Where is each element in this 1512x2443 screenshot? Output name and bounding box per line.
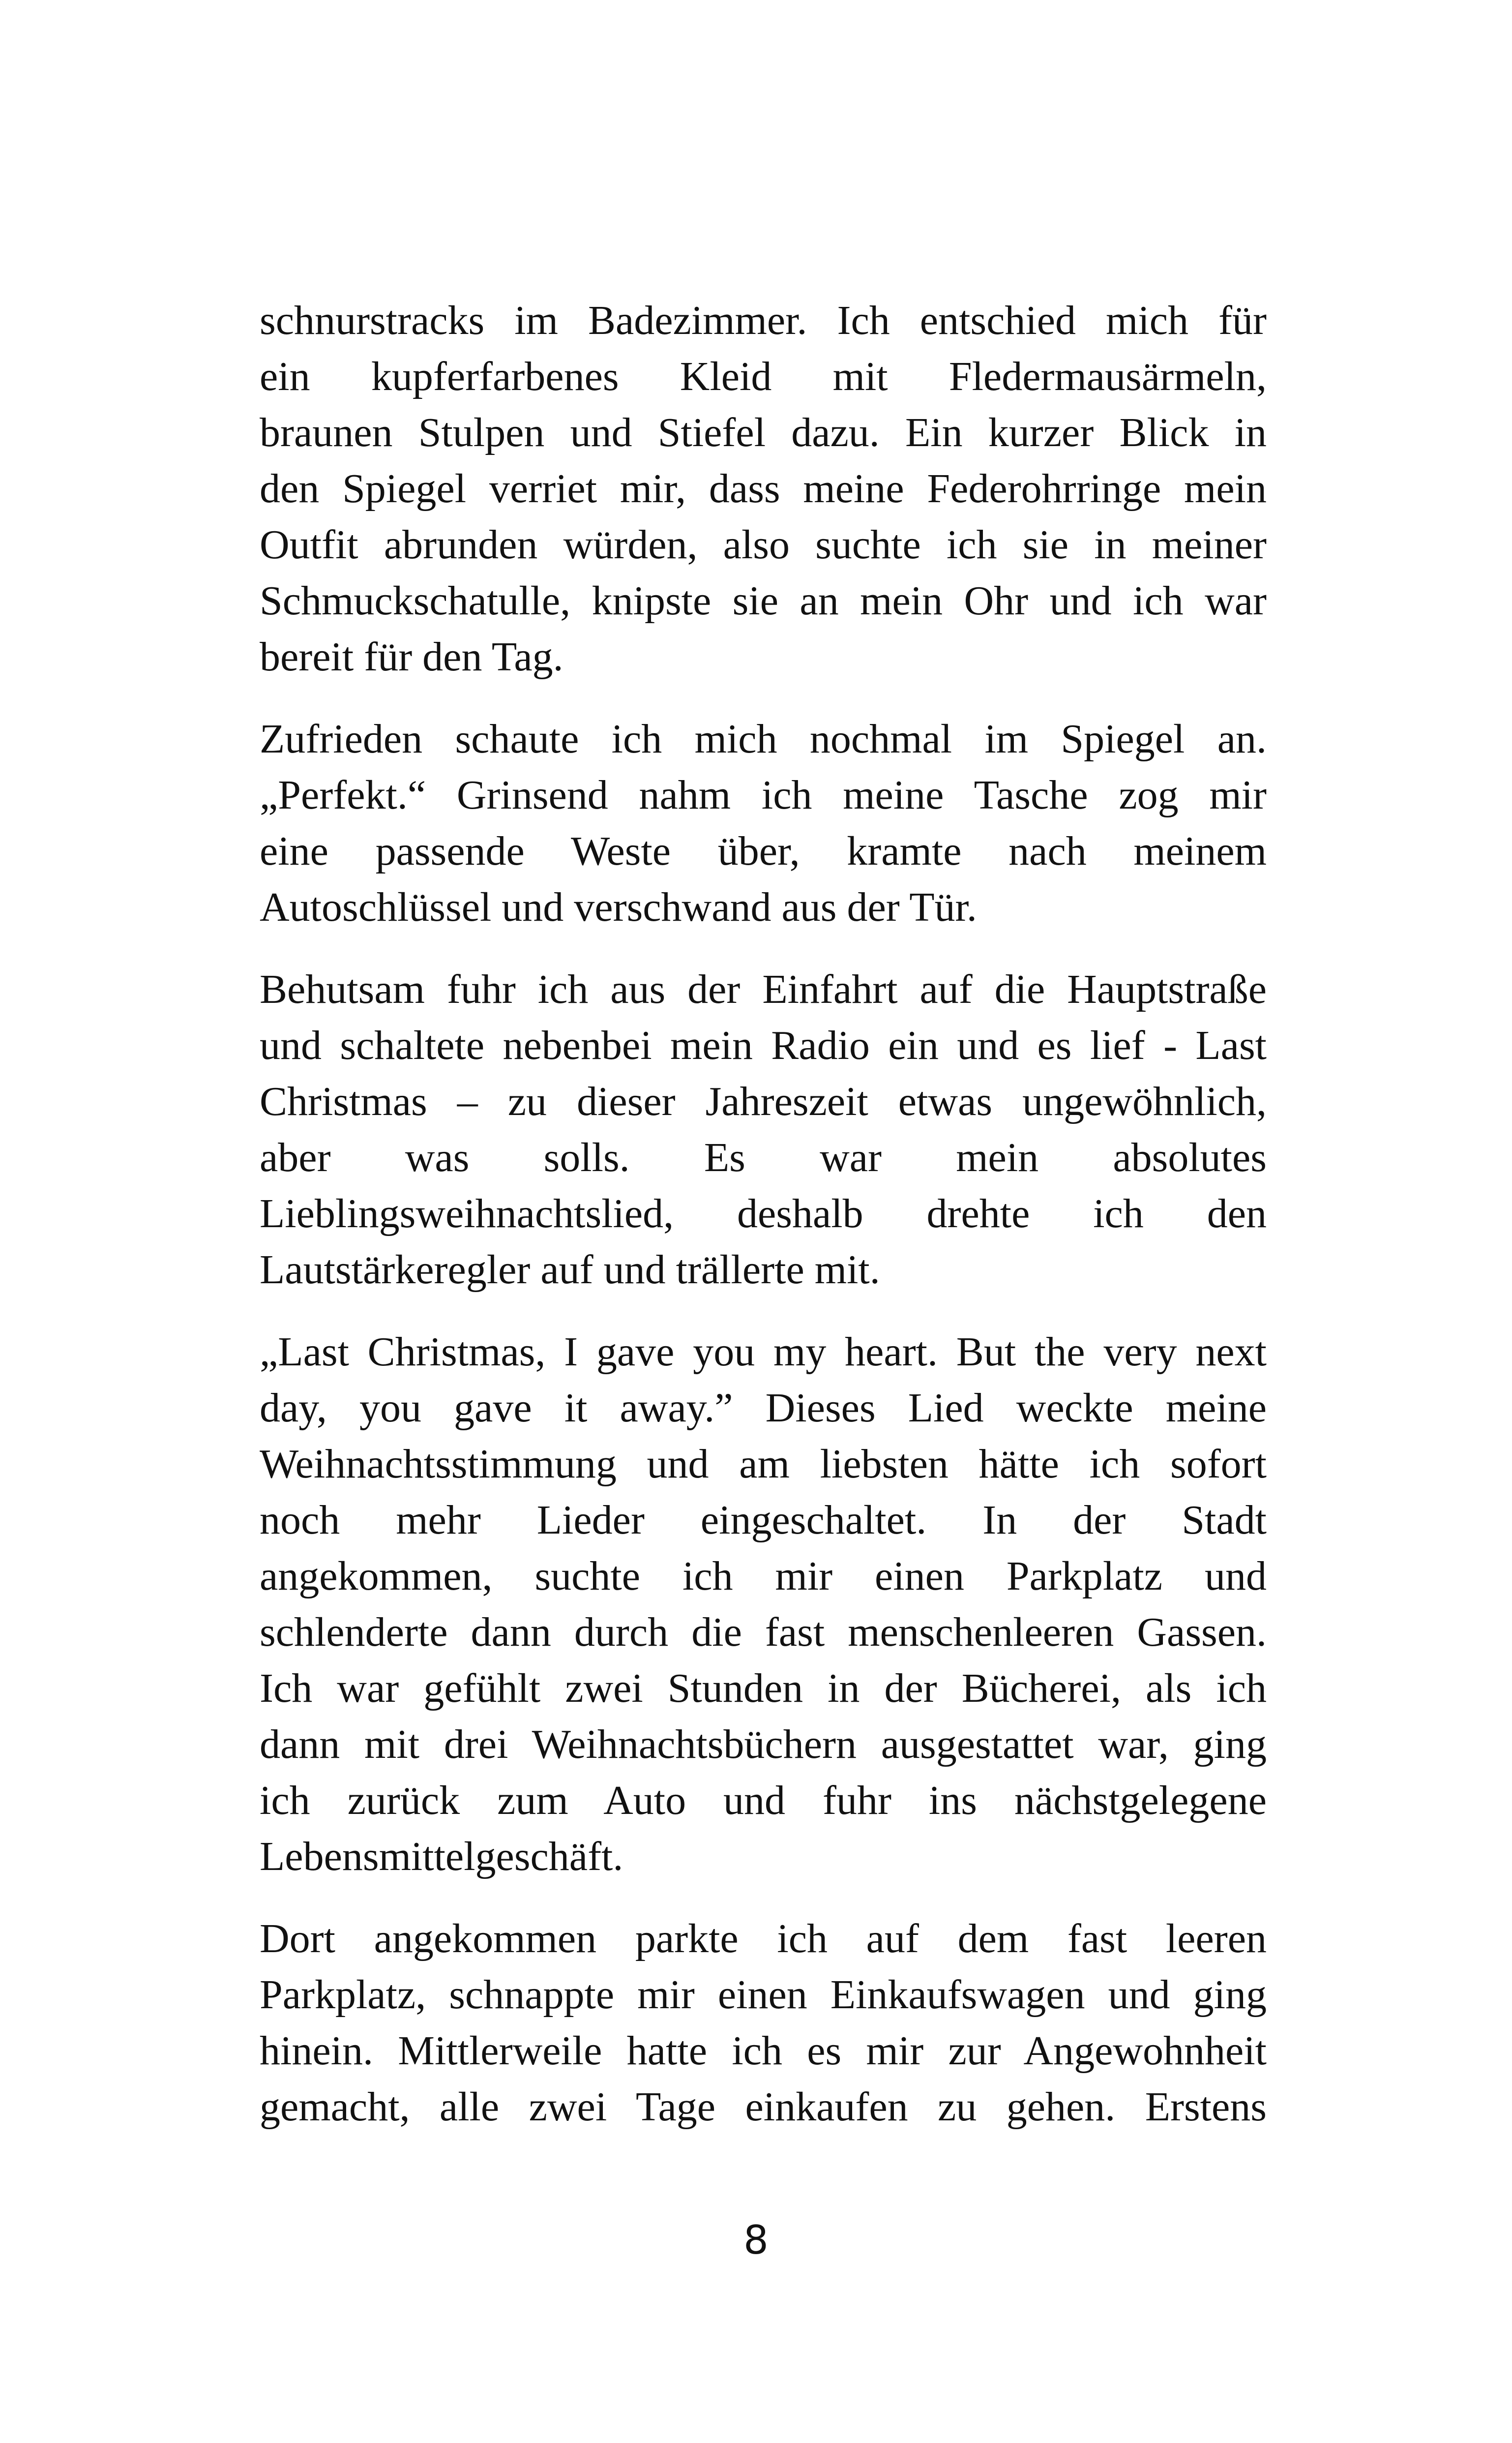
text-line: aber was solls. Es war mein absolutes bbox=[260, 1135, 1267, 1180]
text-line: schnurstracks im Badezimmer. Ich entschied mich für bbox=[260, 298, 1267, 343]
text-line: den Spiegel verriet mir, dass meine Federohrringe mein bbox=[260, 466, 1267, 512]
text-line: Lieblingsweihnachtslied, deshalb drehte ich den bbox=[260, 1191, 1267, 1237]
text-line: „Last Christmas, I gave you my heart. But the very next bbox=[260, 1329, 1267, 1375]
text-line: Christmas – zu dieser Jahreszeit etwas ungewöhnlich, bbox=[260, 1079, 1267, 1124]
text-line: noch mehr Lieder eingeschaltet. In der Stadt bbox=[260, 1497, 1267, 1543]
text-line: Outfit abrunden würden, also suchte ich sie in meiner bbox=[260, 522, 1267, 568]
text-line: Schmuckschatulle, knipste sie an mein Ohr und ich war bbox=[260, 578, 1267, 624]
text-line: day, you gave it away.” Dieses Lied weckte meine bbox=[260, 1385, 1267, 1431]
text-line: dann mit drei Weihnachtsbüchern ausgestattet war, ging bbox=[260, 1721, 1267, 1767]
text-line: gemacht, alle zwei Tage einkaufen zu gehen. Erstens bbox=[260, 2084, 1267, 2130]
text-line: ein kupferfarbenes Kleid mit Fledermausärmeln, bbox=[260, 354, 1267, 399]
paragraph bbox=[260, 711, 1267, 935]
text-line: Zufrieden schaute ich mich nochmal im Spiegel an. bbox=[260, 716, 1267, 762]
text-line: Weihnachtsstimmung und am liebsten hätte ich sofort bbox=[260, 1441, 1267, 1487]
text-line: hinein. Mittlerweile hatte ich es mir zur Angewohnheit bbox=[260, 2028, 1267, 2074]
paragraph bbox=[260, 293, 1267, 685]
text-line: Parkplatz, schnappte mir einen Einkaufswagen und ging bbox=[260, 1972, 1267, 2018]
text-line: Behutsam fuhr ich aus der Einfahrt auf die Hauptstraße bbox=[260, 966, 1267, 1012]
paragraph bbox=[260, 1911, 1267, 2135]
text-line: eine passende Weste über, kramte nach meinem bbox=[260, 828, 1267, 874]
text-line: „Perfekt.“ Grinsend nahm ich meine Tasche zog mir bbox=[260, 772, 1267, 818]
paragraph bbox=[260, 962, 1267, 1298]
text-line: ich zurück zum Auto und fuhr ins nächstgelegene bbox=[260, 1778, 1267, 1823]
text-line: angekommen, suchte ich mir einen Parkplatz und bbox=[260, 1553, 1267, 1599]
text-line: Dort angekommen parkte ich auf dem fast leeren bbox=[260, 1916, 1267, 1961]
text-line: braunen Stulpen und Stiefel dazu. Ein kurzer Blick in bbox=[260, 410, 1267, 455]
page-number: 8 bbox=[743, 2217, 769, 2263]
text-line: Lautstärkeregler auf und trällerte mit. bbox=[260, 1247, 880, 1293]
text-line: und schaltete nebenbei mein Radio ein und es lief - Last bbox=[260, 1023, 1267, 1068]
text-line: Ich war gefühlt zwei Stunden in der Bücherei, als ich bbox=[260, 1665, 1267, 1711]
text-line: schlenderte dann durch die fast menschenleeren Gassen. bbox=[260, 1609, 1267, 1655]
body-text bbox=[260, 293, 1267, 2161]
text-line: bereit für den Tag. bbox=[260, 634, 563, 680]
paragraph bbox=[260, 1324, 1267, 1885]
text-line: Lebensmittelgeschäft. bbox=[260, 1834, 623, 1879]
text-line: Autoschlüssel und verschwand aus der Tür. bbox=[260, 884, 977, 930]
